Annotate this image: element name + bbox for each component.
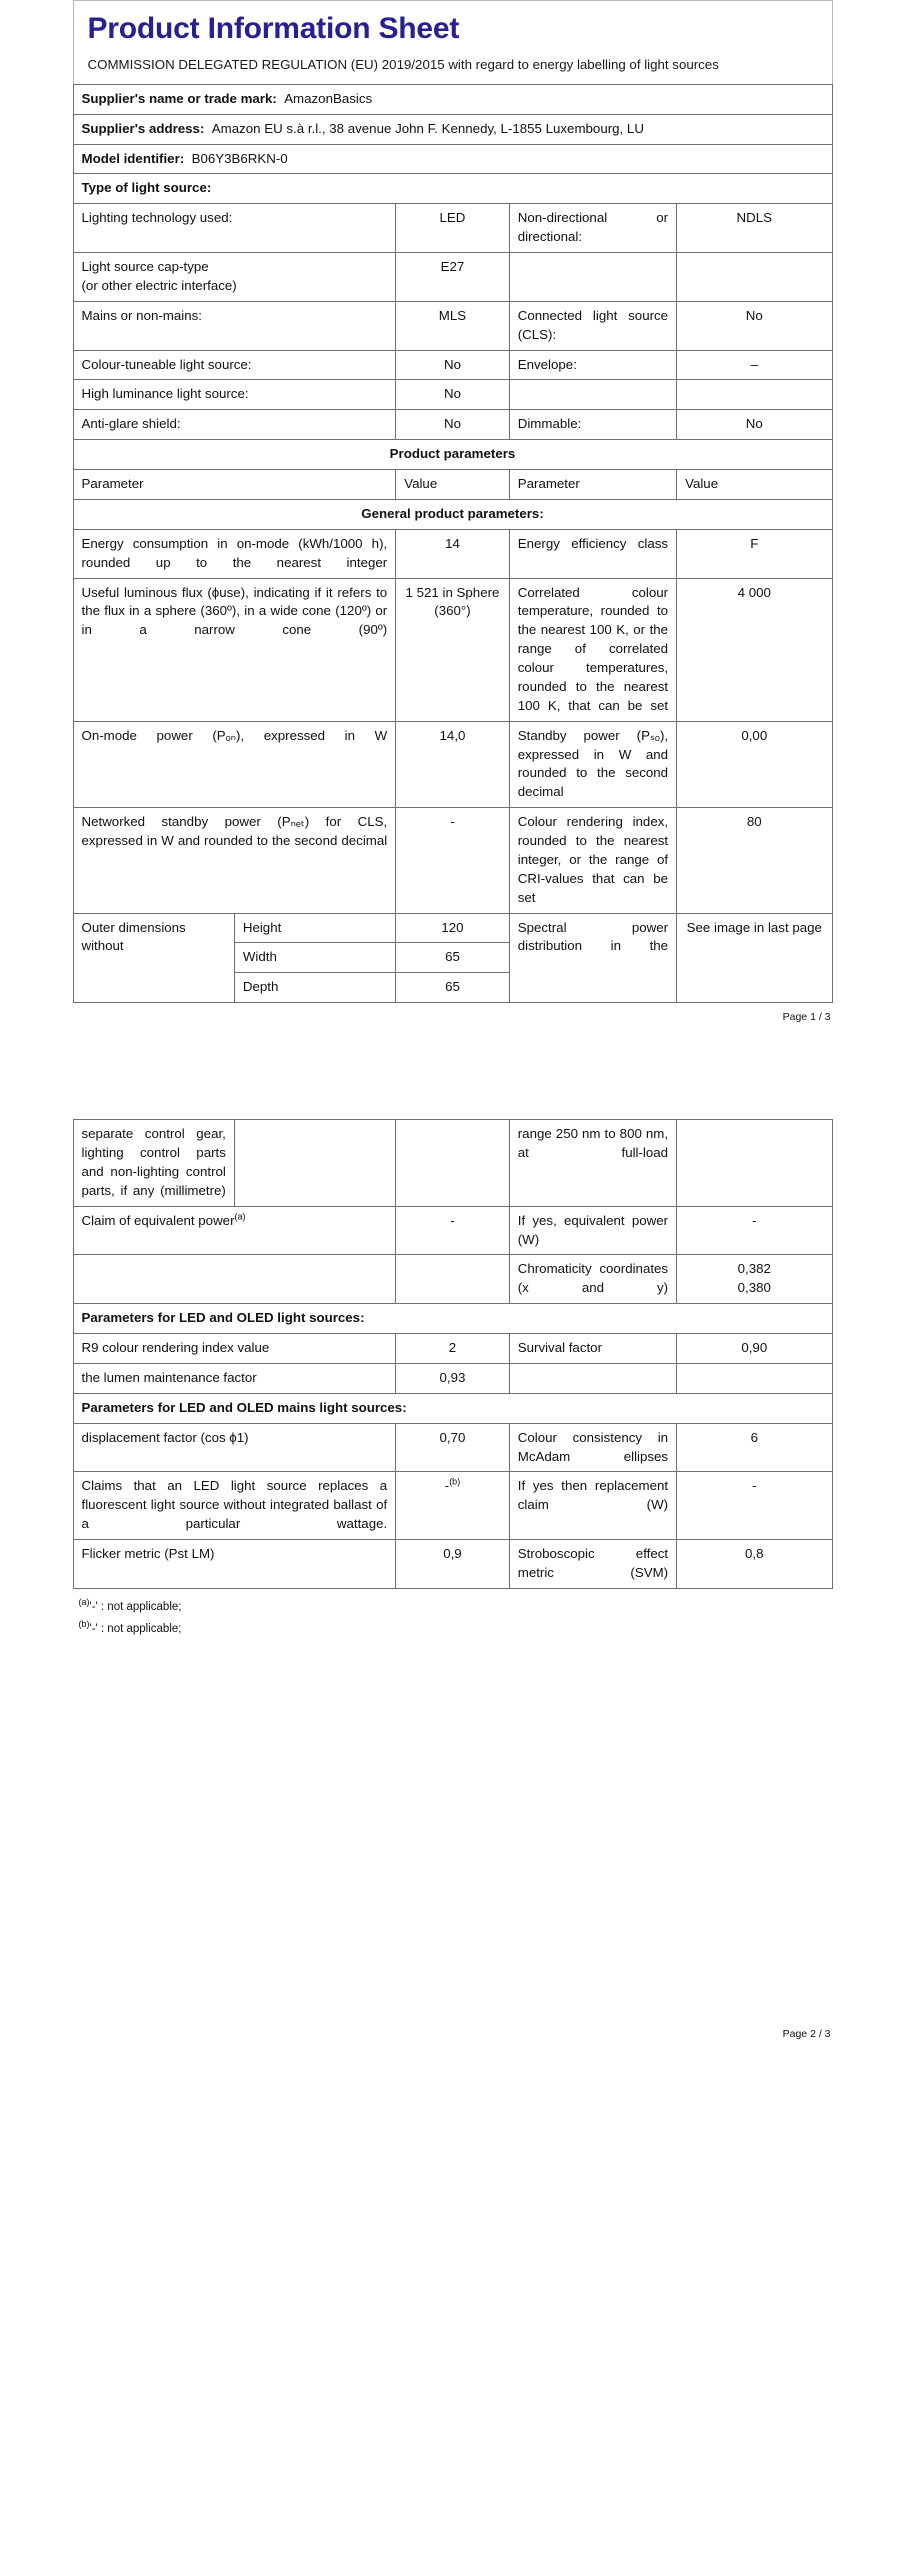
lumen-maintenance-right-value: [677, 1363, 832, 1393]
colour-rendering-index-label: Colour rendering index, rounded to the nearest integer, or the range of CRI-values that can be set: [509, 808, 676, 913]
page-break-spacer: [0, 1023, 905, 1119]
survival-factor-value: 0,90: [677, 1334, 832, 1364]
lighting-technology-value: LED: [396, 204, 510, 253]
spectral-power-distribution-value: See image in last page: [677, 913, 832, 1003]
led-oled-light-sources-heading: Parameters for LED and OLED light sources:: [73, 1304, 832, 1334]
stroboscopic-effect-label: Stroboscopic effect metric (SVM): [509, 1540, 676, 1589]
col-header-value-1: Value: [396, 470, 510, 500]
table-row-cap-type: [73, 253, 832, 302]
cap-type-value: E27: [396, 253, 510, 302]
document-subtitle: COMMISSION DELEGATED REGULATION (EU) 2019/2015 with regard to energy labelling of light sources: [87, 56, 719, 72]
r9-colour-rendering-index-label: R9 colour rendering index value: [73, 1334, 396, 1364]
chromaticity-value-y: 0,380: [737, 1280, 771, 1296]
cap-type-label-cell: [73, 253, 396, 302]
table-row-energy-consumption: [73, 529, 832, 578]
table-row-colour-tuneable: [73, 350, 832, 380]
colour-tuneable-value: No: [396, 350, 510, 380]
led-replaces-fluorescent-label: Claims that an LED light source replaces a fluorescent light source without integrated ballast of a particular wattage.: [73, 1472, 396, 1540]
outer-dimensions-continued-blank-2: [396, 1120, 510, 1207]
colour-consistency-value: 6: [677, 1423, 832, 1472]
footnote-a-marker: (a): [78, 1596, 90, 1607]
energy-efficiency-class-label: Energy efficiency class: [509, 529, 676, 578]
standby-power-label: Standby power (Pₛₒ), expressed in W and rounded to the second decimal: [509, 721, 676, 808]
energy-consumption-label: Energy consumption in on-mode (kWh/1000 h), rounded up to the nearest integer: [73, 529, 396, 578]
table-row-luminous-flux: [73, 578, 832, 721]
cap-type-right-label: [509, 253, 676, 302]
footnote-b: [79, 1619, 831, 1641]
supplier-name-label: Supplier's name or trade mark:: [81, 90, 277, 106]
table-row-flicker-metric: [73, 1540, 832, 1589]
col-header-value-2: Value: [677, 470, 832, 500]
survival-factor-label: Survival factor: [509, 1334, 676, 1364]
on-mode-power-value: 14,0: [396, 721, 510, 808]
footnote-b-text: '-' : not applicable;: [89, 1622, 182, 1635]
page-2-blank-area: [73, 1640, 833, 2020]
claim-equivalent-power-value: -: [396, 1206, 510, 1255]
displacement-factor-label: displacement factor (cos ϕ1): [73, 1423, 396, 1472]
outer-dimensions-depth-value: 65: [396, 973, 510, 1003]
chromaticity-label: Chromaticity coordinates (x and y): [509, 1255, 676, 1304]
outer-dimensions-label-continued: separate control gear, lighting control parts and non-lighting control parts, if any (millimetre): [73, 1120, 234, 1207]
chromaticity-left-blank: [73, 1255, 396, 1304]
general-product-parameters-heading: General product parameters:: [73, 499, 832, 529]
table-row-lumen-maintenance: [73, 1363, 832, 1393]
page-1: [0, 0, 905, 1023]
product-information-table-page2: [73, 1119, 833, 1589]
cap-type-label-2: (or other electric interface): [81, 277, 237, 293]
table-row-mains-heading: [73, 1393, 832, 1423]
if-yes-replacement-claim-value: -: [677, 1472, 832, 1540]
correlated-colour-temperature-label: Correlated colour temperature, rounded to the nearest 100 K, or the range of correlated colour temperatures, rounded to the nearest 100 K, that can be set: [509, 578, 676, 721]
table-row-replacement-claim: [73, 1472, 832, 1540]
product-information-table-page1: [73, 84, 833, 1003]
chromaticity-value-x: 0,382: [737, 1261, 771, 1277]
colour-rendering-index-value: 80: [677, 808, 832, 913]
page-2: [0, 1119, 905, 2040]
connected-light-source-label: Connected light source (CLS):: [509, 301, 676, 350]
spectral-power-distribution-label-continued: range 250 nm to 800 nm, at full-load: [509, 1120, 676, 1207]
table-row-claim-equivalent-power: [73, 1206, 832, 1255]
supplier-name-cell: [73, 84, 832, 114]
led-replaces-fluorescent-footnote-marker: (b): [449, 1476, 461, 1487]
useful-luminous-flux-label: Useful luminous flux (ϕuse), indicating if it refers to the flux in a sphere (360º), in a wide cone (120º) or in a narrow cone (90º): [73, 578, 396, 721]
supplier-name-value: AmazonBasics: [284, 90, 373, 106]
table-row-chromaticity: [73, 1255, 832, 1304]
table-row-outer-dimensions-height: [73, 913, 832, 943]
outer-dimensions-continued-blank-1: [234, 1120, 395, 1207]
dimmable-label: Dimmable:: [509, 410, 676, 440]
page-title: Product Information Sheet: [87, 12, 460, 45]
supplier-address-value: Amazon EU s.à r.l., 38 avenue John F. Kennedy, L-1855 Luxembourg, LU: [211, 120, 644, 136]
footnote-a-text: '-' : not applicable;: [89, 1600, 182, 1613]
cap-type-label: Light source cap-type: [81, 259, 209, 275]
table-row-networked-standby: [73, 808, 832, 913]
table-row-anti-glare: [73, 410, 832, 440]
lighting-technology-label: Lighting technology used:: [73, 204, 396, 253]
lumen-maintenance-factor-label: the lumen maintenance factor: [73, 1363, 396, 1393]
table-row-type-heading: [73, 174, 832, 204]
energy-efficiency-class-value: F: [677, 529, 832, 578]
r9-colour-rendering-index-value: 2: [396, 1334, 510, 1364]
if-yes-equivalent-power-value: -: [677, 1206, 832, 1255]
title-block: [73, 0, 833, 84]
table-row-general-heading: [73, 499, 832, 529]
col-header-parameter-1: Parameter: [73, 470, 396, 500]
energy-consumption-value: 14: [396, 529, 510, 578]
outer-dimensions-height-value: 120: [396, 913, 510, 943]
lumen-maintenance-right-label: [509, 1363, 676, 1393]
non-directional-value: NDLS: [677, 204, 832, 253]
supplier-address-cell: [73, 114, 832, 144]
table-row-supplier-address: [73, 114, 832, 144]
outer-dimensions-height-name: Height: [234, 913, 395, 943]
outer-dimensions-label: Outer dimensions without: [73, 913, 234, 1003]
table-row-model-identifier: [73, 144, 832, 174]
high-luminance-label: High luminance light source:: [73, 380, 396, 410]
displacement-factor-value: 0,70: [396, 1423, 510, 1472]
non-directional-label: Non-directional or directional:: [509, 204, 676, 253]
model-identifier-cell: [73, 144, 832, 174]
page-1-footer: Page 1 / 3: [782, 1011, 831, 1024]
networked-standby-value: -: [396, 808, 510, 913]
footnote-b-marker: (b): [78, 1618, 90, 1629]
on-mode-power-label: On-mode power (Pₒₙ), expressed in W: [73, 721, 396, 808]
anti-glare-value: No: [396, 410, 510, 440]
table-row-column-headers: [73, 470, 832, 500]
correlated-colour-temperature-value: 4 000: [677, 578, 832, 721]
cap-type-right-value: [677, 253, 832, 302]
model-identifier-value: B06Y3B6RKN-0: [191, 150, 288, 166]
connected-light-source-value: No: [677, 301, 832, 350]
colour-consistency-label: Colour consistency in McAdam ellipses: [509, 1423, 676, 1472]
claim-equivalent-power-footnote-marker: (a): [234, 1211, 246, 1222]
colour-tuneable-label: Colour-tuneable light source:: [73, 350, 396, 380]
page-2-footer: Page 2 / 3: [782, 2028, 831, 2041]
table-row-mains: [73, 301, 832, 350]
spectral-power-distribution-label: Spectral power distribution in the: [509, 913, 676, 1003]
led-oled-mains-heading: Parameters for LED and OLED mains light sources:: [73, 1393, 832, 1423]
stroboscopic-effect-value: 0,8: [677, 1540, 832, 1589]
footnotes-block: [73, 1589, 833, 1641]
outer-dimensions-depth-name: Depth: [234, 973, 395, 1003]
lumen-maintenance-factor-value: 0,93: [396, 1363, 510, 1393]
high-luminance-right-value: [677, 380, 832, 410]
led-replaces-fluorescent-value: -: [444, 1478, 450, 1494]
if-yes-equivalent-power-label: If yes, equivalent power (W): [509, 1206, 676, 1255]
col-header-parameter-2: Parameter: [509, 470, 676, 500]
led-replaces-fluorescent-value-cell: [396, 1472, 510, 1540]
type-of-light-source-heading: Type of light source:: [73, 174, 832, 204]
table-row-high-luminance: [73, 380, 832, 410]
dimmable-value: No: [677, 410, 832, 440]
model-identifier-label: Model identifier:: [81, 150, 185, 166]
networked-standby-label: Networked standby power (Pₙₑₜ) for CLS, expressed in W and rounded to the second decimal: [73, 808, 396, 913]
anti-glare-label: Anti-glare shield:: [73, 410, 396, 440]
supplier-address-label: Supplier's address:: [81, 120, 205, 136]
high-luminance-right-label: [509, 380, 676, 410]
claim-equivalent-power-label: Claim of equivalent power: [81, 1212, 235, 1228]
chromaticity-left-value-blank: [396, 1255, 510, 1304]
outer-dimensions-width-name: Width: [234, 943, 395, 973]
mains-label: Mains or non-mains:: [73, 301, 396, 350]
flicker-metric-label: Flicker metric (Pst LM): [73, 1540, 396, 1589]
table-row-displacement-factor: [73, 1423, 832, 1472]
flicker-metric-value: 0,9: [396, 1540, 510, 1589]
table-row-product-parameters-heading: [73, 440, 832, 470]
standby-power-value: 0,00: [677, 721, 832, 808]
table-row-outer-dimensions-continued: [73, 1120, 832, 1207]
if-yes-replacement-claim-label: If yes then replacement claim (W): [509, 1472, 676, 1540]
chromaticity-values-cell: [677, 1255, 832, 1304]
table-row-lighting-technology: [73, 204, 832, 253]
envelope-value: –: [677, 350, 832, 380]
footnote-a: [79, 1597, 831, 1619]
claim-equivalent-power-label-cell: [73, 1206, 396, 1255]
table-row-on-mode-power: [73, 721, 832, 808]
high-luminance-value: No: [396, 380, 510, 410]
outer-dimensions-width-value: 65: [396, 943, 510, 973]
envelope-label: Envelope:: [509, 350, 676, 380]
product-parameters-heading: Product parameters: [73, 440, 832, 470]
spectral-power-distribution-blank: [677, 1120, 832, 1207]
table-row-supplier-name: [73, 84, 832, 114]
table-row-led-oled-heading: [73, 1304, 832, 1334]
table-row-r9-index: [73, 1334, 832, 1364]
mains-value: MLS: [396, 301, 510, 350]
useful-luminous-flux-value: 1 521 in Sphere (360°): [396, 578, 510, 721]
